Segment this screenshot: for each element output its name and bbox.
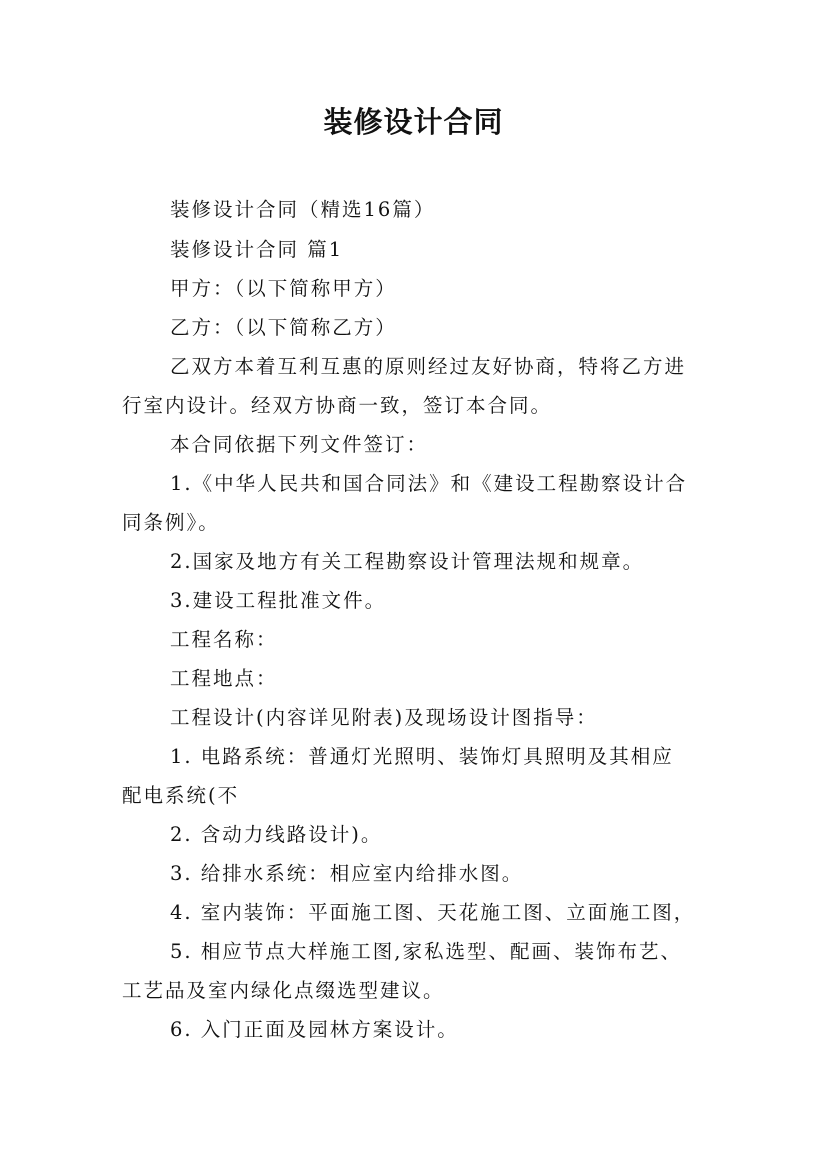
field-line: 工程名称： xyxy=(170,628,278,651)
list-item-line: 1. 电路系统：普通灯光照明、装饰灯具照明及其相应 xyxy=(170,745,674,768)
document-title: 装修设计合同 xyxy=(323,105,504,139)
party-a-line: 甲方：（以下简称甲方） xyxy=(170,277,397,300)
list-item-line: 工艺品及室内绿化点缀选型建议。 xyxy=(122,979,445,1002)
paragraph-line: 本合同依据下列文件签订： xyxy=(170,433,429,456)
list-item-line: 2.国家及地方有关工程勘察设计管理法规和规章。 xyxy=(170,550,645,573)
list-item-line: 5. 相应节点大样施工图,家私选型、配画、装饰布艺、 xyxy=(170,940,683,963)
field-line: 工程地点： xyxy=(170,667,278,690)
list-item-line: 2. 含动力线路设计)。 xyxy=(170,823,383,846)
paragraph-line: 行室内设计。经双方协商一致，签订本合同。 xyxy=(122,394,553,417)
list-item-line: 3.建设工程批准文件。 xyxy=(170,589,387,612)
list-item-line: 同条例》。 xyxy=(122,511,220,534)
subtitle-line: 装修设计合同（精选16篇） xyxy=(170,198,436,221)
list-item-line: 配电系统(不 xyxy=(122,784,240,807)
paragraph-line: 工程设计(内容详见附表)及现场设计图指导： xyxy=(170,706,598,729)
list-item-line: 1.《中华人民共和国合同法》和《建设工程勘察设计合 xyxy=(170,472,688,495)
list-item-line: 3. 给排水系统：相应室内给排水图。 xyxy=(170,862,524,885)
list-item-line: 6. 入门正面及园林方案设计。 xyxy=(170,1018,459,1041)
list-item-line: 4. 室内装饰：平面施工图、天花施工图、立面施工图， xyxy=(170,901,696,924)
party-b-line: 乙方：（以下简称乙方） xyxy=(170,316,397,339)
section-heading: 装修设计合同 篇1 xyxy=(170,238,344,261)
paragraph-line: 乙双方本着互利互惠的原则经过友好协商，特将乙方进 xyxy=(170,355,687,378)
